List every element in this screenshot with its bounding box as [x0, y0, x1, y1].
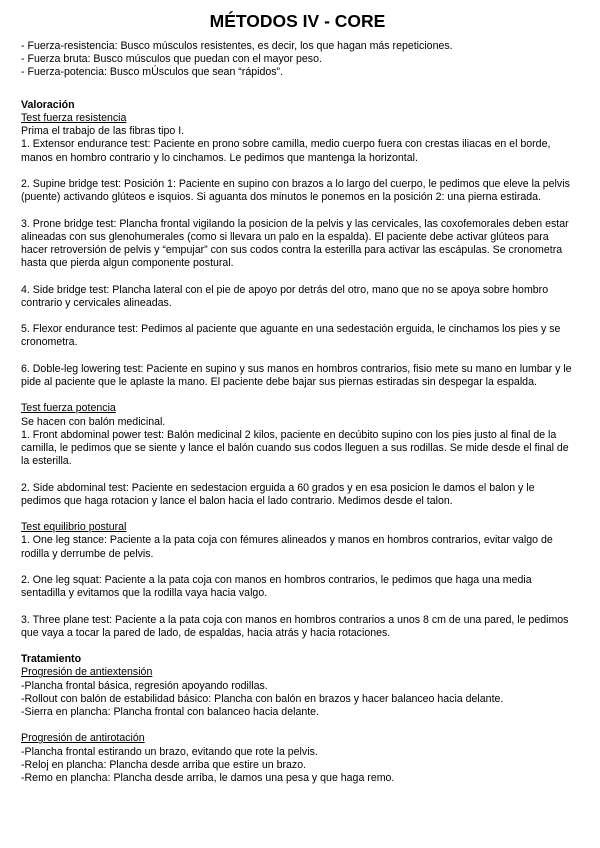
valoracion-section [21, 99, 574, 640]
antirotacion-item: -Reloj en plancha: Plancha desde arriba que estire un brazo. [21, 758, 307, 771]
equilibrio-item: 2. One leg squat: Paciente a la pata coja con manos en hombros contrarios, le pedimos que haga una media sentadilla y evitamos que la rodilla vaya hacia valgo. [21, 573, 532, 600]
page-title: MÉTODOS IV - CORE [209, 11, 386, 31]
antiextension-item: -Rollout con balón de estabilidad básico: Plancha con balón en brazos y hacer balanceo hacia delante. [21, 692, 504, 705]
section-heading-tratamiento: Tratamiento [21, 653, 82, 666]
potencia-item: 1. Front abdominal power test: Balón medicinal 2 kilos, paciente en decúbito supino con los pies justo al final de la camilla, le pedimos que se siente y lance el balón cuando sus codos lleguen a sus rodillas. Se mide desde el final de la esterilla. [21, 428, 569, 468]
intro-line: - Fuerza-resistencia: Busco músculos resistentes, es decir, los que hagan más repeticiones. [21, 40, 453, 52]
resistencia-item: 2. Supine bridge test: Posición 1: Paciente en supino con brazos a lo largo del cuerpo, le pedimos que eleve la pelvis (puente) activando glúteos e isquios. Si aguanta dos minutos le ponemos en la posición 2: una pierna estirada. [21, 178, 570, 204]
antiextension-list [21, 680, 574, 720]
intro-line: - Fuerza-potencia: Busco mÚsculos que sean “rápidos”. [21, 66, 284, 79]
intro-line: - Fuerza bruta: Busco músculos que puedan con el mayor peso. [21, 53, 322, 66]
antiextension-item: -Plancha frontal básica, regresión apoyando rodillas. [21, 679, 268, 692]
resistencia-item: 1. Extensor endurance test: Paciente en prono sobre camilla, medio cuerpo fuera con crestas iliacas en el borde, manos en hombro contrario y lo cinchamos. Le pedimos que mantenga la horizontal. [21, 138, 551, 164]
resistencia-item: 3. Prone bridge test: Plancha frontal vigilando la posicion de la pelvis y las cervicales, las coxofemorales deben estar alineadas con sus glenohumerales (como si llevara un palo en la espalda). El paciente debe activar glúteos para hacer retroversión de pelvis y “empujar” con sus codos contra la esterilla para activar las escápulas. Se cronometra hasta que pierda algun componente postural. [21, 217, 569, 270]
subheading-potencia: Test fuerza potencia [21, 402, 116, 415]
subheading-equilibrio: Test equilibrio postural [21, 521, 127, 534]
antiextension-item: -Sierra en plancha: Plancha frontal con balanceo hacia delante. [21, 705, 320, 718]
subheading-antirotacion: Progresión de antirotación [21, 732, 145, 745]
equilibrio-item: 3. Three plane test: Paciente a la pata coja con manos en hombros contrarios a unos 8 cm de una pared, le pedimos que vaya a tocar la pared de lado, de espaldas, hacia atrás y hacia rotaciones. [21, 613, 569, 639]
antirotacion-item: -Remo en plancha: Plancha desde arriba, le damos una pesa y que haga remo. [21, 771, 395, 784]
potencia-note: Se hacen con balón medicinal. [21, 415, 166, 428]
subheading-antiextension: Progresión de antiextensión [21, 666, 153, 679]
tratamiento-section [21, 653, 574, 785]
equilibrio-item: 1. One leg stance: Paciente a la pata coja con fémures alineados y manos en hombros contrarios, evitar valgo de rodilla y derrumbe de pelvis. [21, 534, 553, 560]
section-heading-valoracion: Valoración [21, 98, 75, 111]
resistencia-item: 4. Side bridge test: Plancha lateral con el pie de apoyo por detrás del otro, mano que no se apoya sobre hombro contrario y cervicales alineadas. [21, 283, 549, 309]
intro-list [21, 40, 574, 80]
antirotacion-list [21, 746, 574, 786]
resistencia-item: 5. Flexor endurance test: Pedimos al paciente que aguante en una sedestación erguida, le cinchamos los pies y se cronometra. [21, 323, 561, 349]
antirotacion-item: -Plancha frontal estirando un brazo, evitando que rote la pelvis. [21, 745, 318, 758]
potencia-item: 2. Side abdominal test: Paciente en sedestacion erguida a 60 grados y en esa posicion le damos el balon y le pedimos que haga rotacion y lance el balon hacia el lado contrario. Medimos desde el talon. [21, 481, 535, 507]
resistencia-note: Prima el trabajo de las fibras tipo I. [21, 125, 185, 138]
subheading-resistencia: Test fuerza resistencia [21, 112, 127, 124]
resistencia-item: 6. Doble-leg lowering test: Paciente en supino y sus manos en hombros contrarios, fisio mete su mano en lumbar y le pide al paciente que le aplaste la mano. El paciente debe bajar sus piernas estiradas sin despegar la espalda. [21, 362, 572, 388]
